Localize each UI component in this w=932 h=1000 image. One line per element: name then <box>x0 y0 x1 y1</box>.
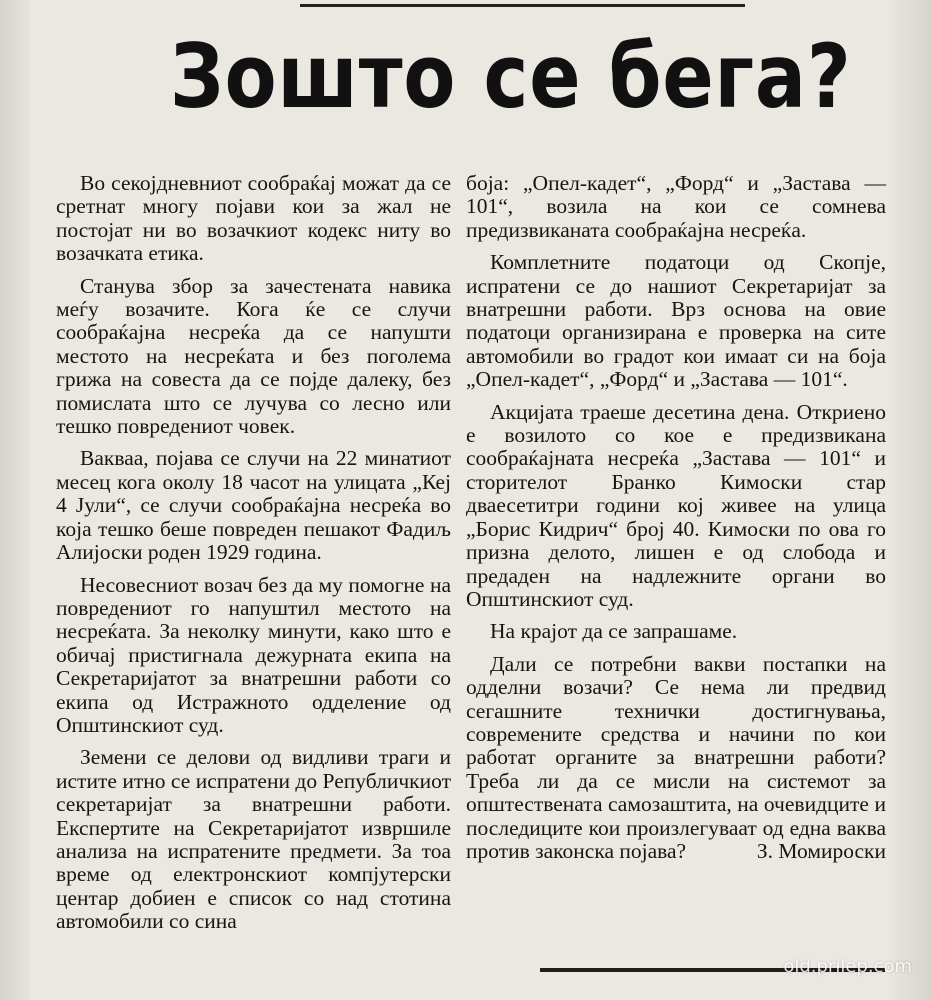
article-headline: Зошто се бега? <box>170 25 852 128</box>
left-column <box>56 172 451 943</box>
top-divider-rule <box>300 4 745 7</box>
paragraph: На крајот да се запрашаме. <box>490 619 738 644</box>
paragraph: Несовесниот возач без да му помогне на повредениот го напуштил местото на несреќата. За неколку минути, како што е обичај пристигнала дежурната екипа на Секретаријатот за внатрешни работи со екипа од Истражното одделение од Општинскиот суд. <box>56 572 451 737</box>
paragraph: Акцијата траеше десетина дена. Откриено е возилото со кое е предизвикана сообраќајната несреќа „Застава — 101“ и сторителот Бранко Кимоски стар дваесетитри години кој живее на улица „Борис Кидрич“ број 40. Кимоски по ова го призна делото, лишен е од слобода и предаден на надлежните органи во Општинскиот суд. <box>466 399 886 611</box>
paragraph: Станува збор за зачестената навика меѓу возачите. Кога ќе се случи сообраќајна несреќа да се напушти местото на несреќата и без поголема грижа на совеста да се појде далеку, без помислата што се лучува со лесно или тешко повредениот човек. <box>56 273 451 439</box>
paragraph: Вакваа, појава се случи на 22 минатиот месец кога околу 18 часот на улицата „Кеј 4 Јули“, се случи сообраќајна несреќа во која тешко беше повреден пешакот Фадиљ Алијоски роден 1929 година. <box>56 446 451 565</box>
site-watermark: old.prilep.com <box>783 956 912 977</box>
author-signature: З. Момироски <box>756 838 886 863</box>
paragraph: Во секојдневниот сообраќај можат да се сретнат многу појави кои за жал не постојат ни во возачкиот кодекс ниту во возачката етика. <box>56 171 451 266</box>
paragraph: Комплетните податоци од Скопје, испратени се до нашиот Секретаријат за внатрешни работи. Врз основа на овие податоци организирана е проверка на сите автомобили во градот кои имаат си на боја „Опел-кадет“, „Форд“ и „Застава — 101“. <box>466 250 886 392</box>
adjacent-page-edge-left <box>0 0 30 1000</box>
paragraph: Земени се делови од видливи траги и истите итно се испратени до Републичкиот секретаријат за внатрешни работи. Експертите на Секретаријатот извршиле анализа на испратените предмети. За тоа време од електронскиот компјутерски центар добиен е список со над стотина автомобили со сина <box>56 745 451 934</box>
closing-question: Дали се потребни вакви постапки на одделни возачи? Се нема ли предвид сегашните технички достигнувања, современите средства и начини по кои работат органите за внатрешни работи? Треба ли да се мисли на системот за општествената самозаштита, на очевидците и последиците кои произлегуваат од една ваква против законска појава? <box>466 651 886 863</box>
paragraph-continuation: боја: „Опел-кадет“, „Форд“ и „Застава — 101“, возила на кои се сомнева предизвиканата сообраќајна несреќа. <box>466 171 886 242</box>
paragraph <box>466 653 886 864</box>
adjacent-page-edge-right <box>890 0 932 1000</box>
right-column <box>466 172 886 872</box>
